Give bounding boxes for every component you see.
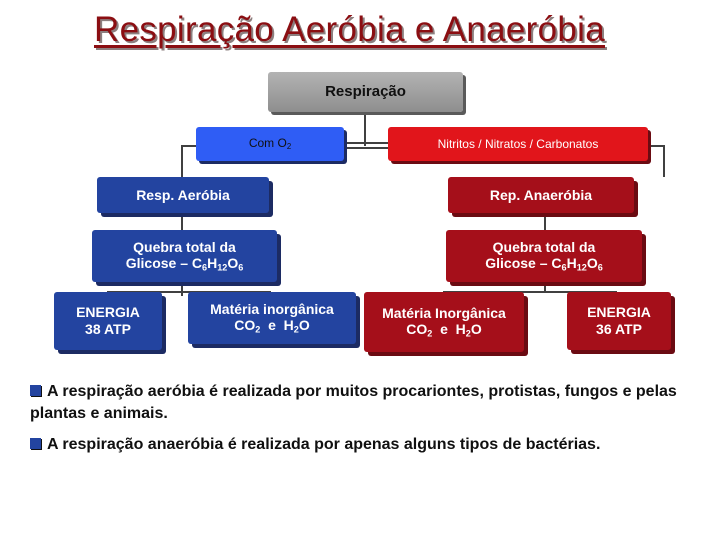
page-title: Respiração Aeróbia e Anaeróbia	[94, 10, 606, 49]
energy-left-line1: ENERGIA	[76, 304, 140, 321]
breakdown-right-formula: Glicose – $C_6H_{12}O_6$	[485, 255, 603, 273]
energy-right-line1: ENERGIA	[587, 304, 651, 321]
condition-oxygen-label: Com $O_2$	[248, 136, 292, 152]
square-bullet-icon	[30, 438, 41, 449]
anaerobic-respiration-box	[448, 177, 634, 213]
inorganic-matter-left-box	[188, 292, 356, 344]
bullet-list	[30, 381, 710, 466]
energy-right-line2: 36 ATP	[596, 321, 642, 337]
condition-nitrates-label: Nitritos / Nitratos / Carbonatos	[437, 136, 599, 151]
anaerobic-label: Rep. Anaeróbia	[489, 186, 593, 203]
aerobic-breakdown-box	[92, 230, 277, 282]
breakdown-left-line1: Quebra total da	[133, 238, 236, 255]
root-respiracao-box	[268, 72, 463, 112]
aerobic-respiration-box	[97, 177, 269, 213]
condition-oxygen-box	[196, 127, 344, 161]
energy-38-atp-box	[54, 292, 162, 350]
inorg-right-line1: Matéria Inorgânica	[382, 304, 506, 321]
energy-36-atp-box	[567, 292, 671, 350]
condition-nitrates-box	[388, 127, 648, 161]
inorganic-matter-right-box	[364, 292, 524, 352]
aerobic-label: Resp. Aeróbia	[136, 186, 230, 203]
bullet-item: A respiração aeróbia é realizada por muitos procariontes, protistas, fungos e pelas plantas e animais.	[30, 383, 677, 422]
breakdown-right-line1: Quebra total da	[492, 238, 596, 255]
energy-left-line2: 38 ATP	[85, 321, 131, 337]
inorg-left-formula: $CO_2$ e $H_2O$	[234, 317, 310, 335]
inorg-right-formula: $CO_2$ e $H_2O$	[406, 321, 482, 339]
connector	[648, 146, 664, 177]
root-label: Respiração	[325, 83, 406, 100]
square-bullet-icon	[30, 385, 41, 396]
inorg-left-line1: Matéria inorgânica	[210, 300, 334, 317]
breakdown-left-formula: Glicose – $C_6H_{12}O_6$	[125, 255, 244, 273]
anaerobic-breakdown-box	[446, 230, 642, 282]
bullet-item: A respiração anaeróbia é realizada por apenas alguns tipos de bactérias.	[30, 434, 710, 456]
connector	[182, 146, 196, 177]
